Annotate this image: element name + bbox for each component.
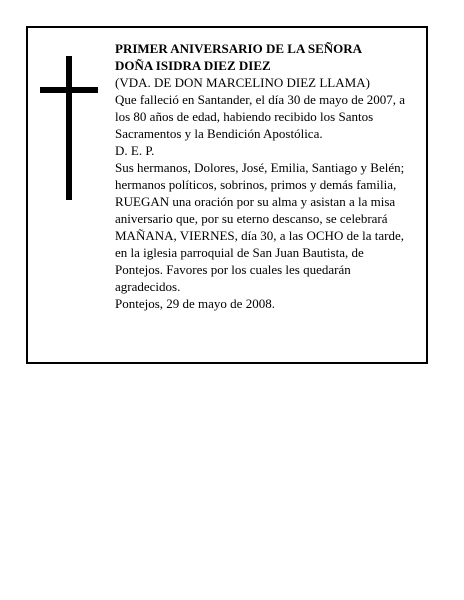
family-line: Pontejos. Favores por los cuales les quedarán	[115, 262, 351, 277]
notice-text	[115, 40, 421, 312]
death-line: Sacramentos y la Bendición Apostólica.	[115, 126, 323, 141]
family-line: en la iglesia parroquial de San Juan Bautista, de	[115, 245, 364, 260]
family-line: Sus hermanos, Dolores, José, Emilia, Santiago y Belén;	[115, 160, 405, 175]
rip-line: D. E. P.	[115, 143, 155, 158]
cross-icon	[40, 56, 98, 200]
family-line: RUEGAN una oración por su alma y asistan a la misa	[115, 194, 396, 209]
notice-title-line-2: DOÑA ISIDRA DIEZ DIEZ	[115, 58, 271, 73]
widow-of-line: (VDA. DE DON MARCELINO DIEZ LLAMA)	[115, 75, 370, 90]
death-line: Que falleció en Santander, el día 30 de mayo de 2007, a	[115, 92, 406, 107]
cross-vertical-bar	[66, 56, 72, 200]
family-line: hermanos políticos, sobrinos, primos y demás familia,	[115, 177, 397, 192]
family-line: aniversario que, por su eterno descanso, se celebrará	[115, 211, 388, 226]
place-date-line: Pontejos, 29 de mayo de 2008.	[115, 296, 275, 311]
death-line: los 80 años de edad, habiendo recibido los Santos	[115, 109, 374, 124]
family-line: MAÑANA, VIERNES, día 30, a las OCHO de la tarde,	[115, 228, 404, 243]
notice-title-line-1: PRIMER ANIVERSARIO DE LA SEÑORA	[115, 41, 363, 56]
family-line: agradecidos.	[115, 279, 181, 294]
cross-horizontal-bar	[40, 87, 98, 93]
obituary-notice	[26, 26, 428, 364]
